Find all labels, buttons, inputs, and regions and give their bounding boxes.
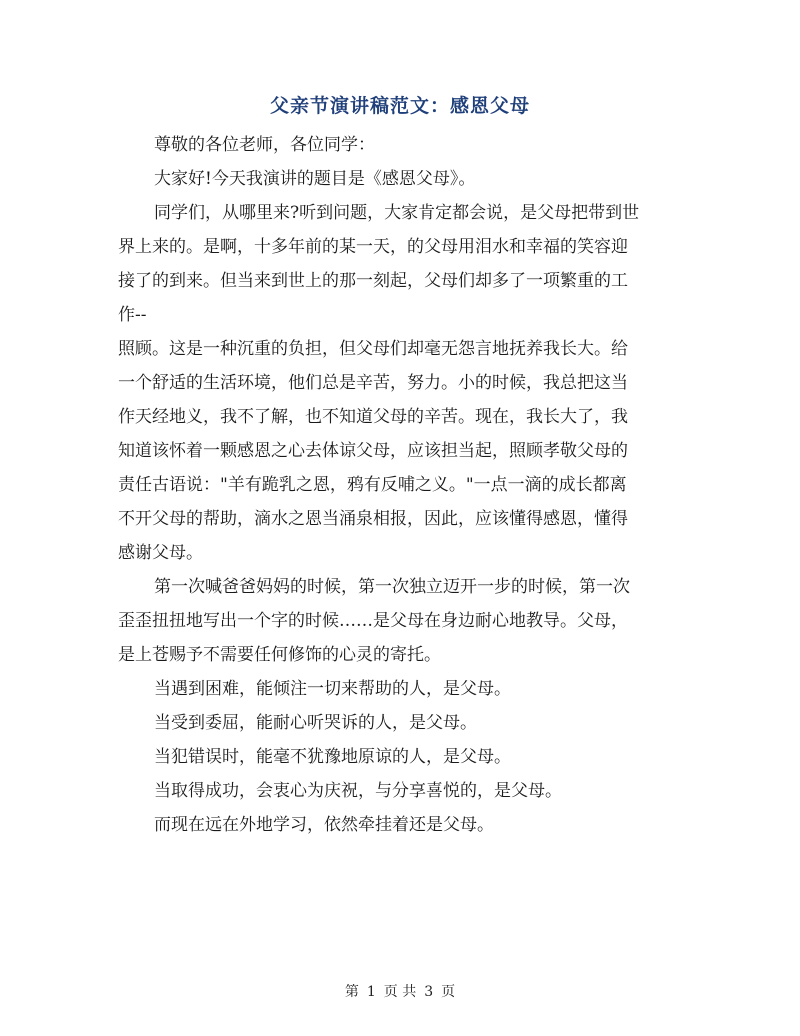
greeting-line: 大家好!今天我演讲的题目是《感恩父母》。 [154,169,476,189]
document-body [118,128,678,842]
paragraph-line: 是上苍赐予不需要任何修饰的心灵的寄托。 [118,645,441,665]
salutation-line: 尊敬的各位老师，各位同学： [154,135,375,155]
paragraph-line: 感谢父母。 [118,543,203,563]
paragraph-line: 当犯错误时，能毫不犹豫地原谅的人，是父母。 [154,747,511,767]
paragraph-line: 一个舒适的生活环境，他们总是辛苦，努力。小的时候，我总把这当 [118,373,628,393]
paragraph-line: 当取得成功，会衷心为庆祝，与分享喜悦的，是父母。 [154,781,562,801]
paragraph-line: 而现在远在外地学习，依然牵挂着还是父母。 [154,815,494,835]
paragraph-line: 知道该怀着一颗感恩之心去体谅父母，应该担当起，照顾孝敬父母的 [118,441,628,461]
paragraph-line: 不开父母的帮助，滴水之恩当涌泉相报，因此，应该懂得感恩，懂得 [118,509,628,529]
paragraph-line: 当遇到困难，能倾注一切来帮助的人，是父母。 [154,679,511,699]
paragraph-line: 作-- [118,305,147,325]
paragraph-line: 第一次喊爸爸妈妈的时候，第一次独立迈开一步的时候，第一次 [154,577,630,597]
page-label-suffix: 页 [441,984,456,1000]
paragraph-line: 接了的到来。但当来到世上的那一刻起，父母们却多了一项繁重的工 [118,271,628,291]
paragraph-line: 责任古语说："羊有跪乳之恩，鸦有反哺之义。"一点一滴的成长都离 [118,475,627,495]
total-pages-number: 3 [424,984,434,1000]
document-title: 父亲节演讲稿范文：感恩父母 [269,95,530,117]
paragraph-line: 歪歪扭扭地写出一个字的时候……是父母在身边耐心地教导。父母， [118,611,628,631]
page-label-mid: 页 共 [383,984,417,1000]
page-label-prefix: 第 [344,984,359,1000]
paragraph-line: 当受到委屈，能耐心听哭诉的人，是父母。 [154,713,477,733]
paragraph-line: 照顾。这是一种沉重的负担，但父母们却毫无怨言地抚养我长大。给 [118,339,628,359]
paragraph-line: 界上来的。是啊，十多年前的某一天，的父母用泪水和幸福的笑容迎 [118,237,628,257]
paragraph-line: 同学们，从哪里来?听到问题，大家肯定都会说，是父母把带到世 [154,203,640,223]
paragraph-line: 作天经地义，我不了解，也不知道父母的辛苦。现在，我长大了，我 [118,407,628,427]
current-page-number: 1 [366,984,376,1000]
page-footer [0,982,800,1002]
